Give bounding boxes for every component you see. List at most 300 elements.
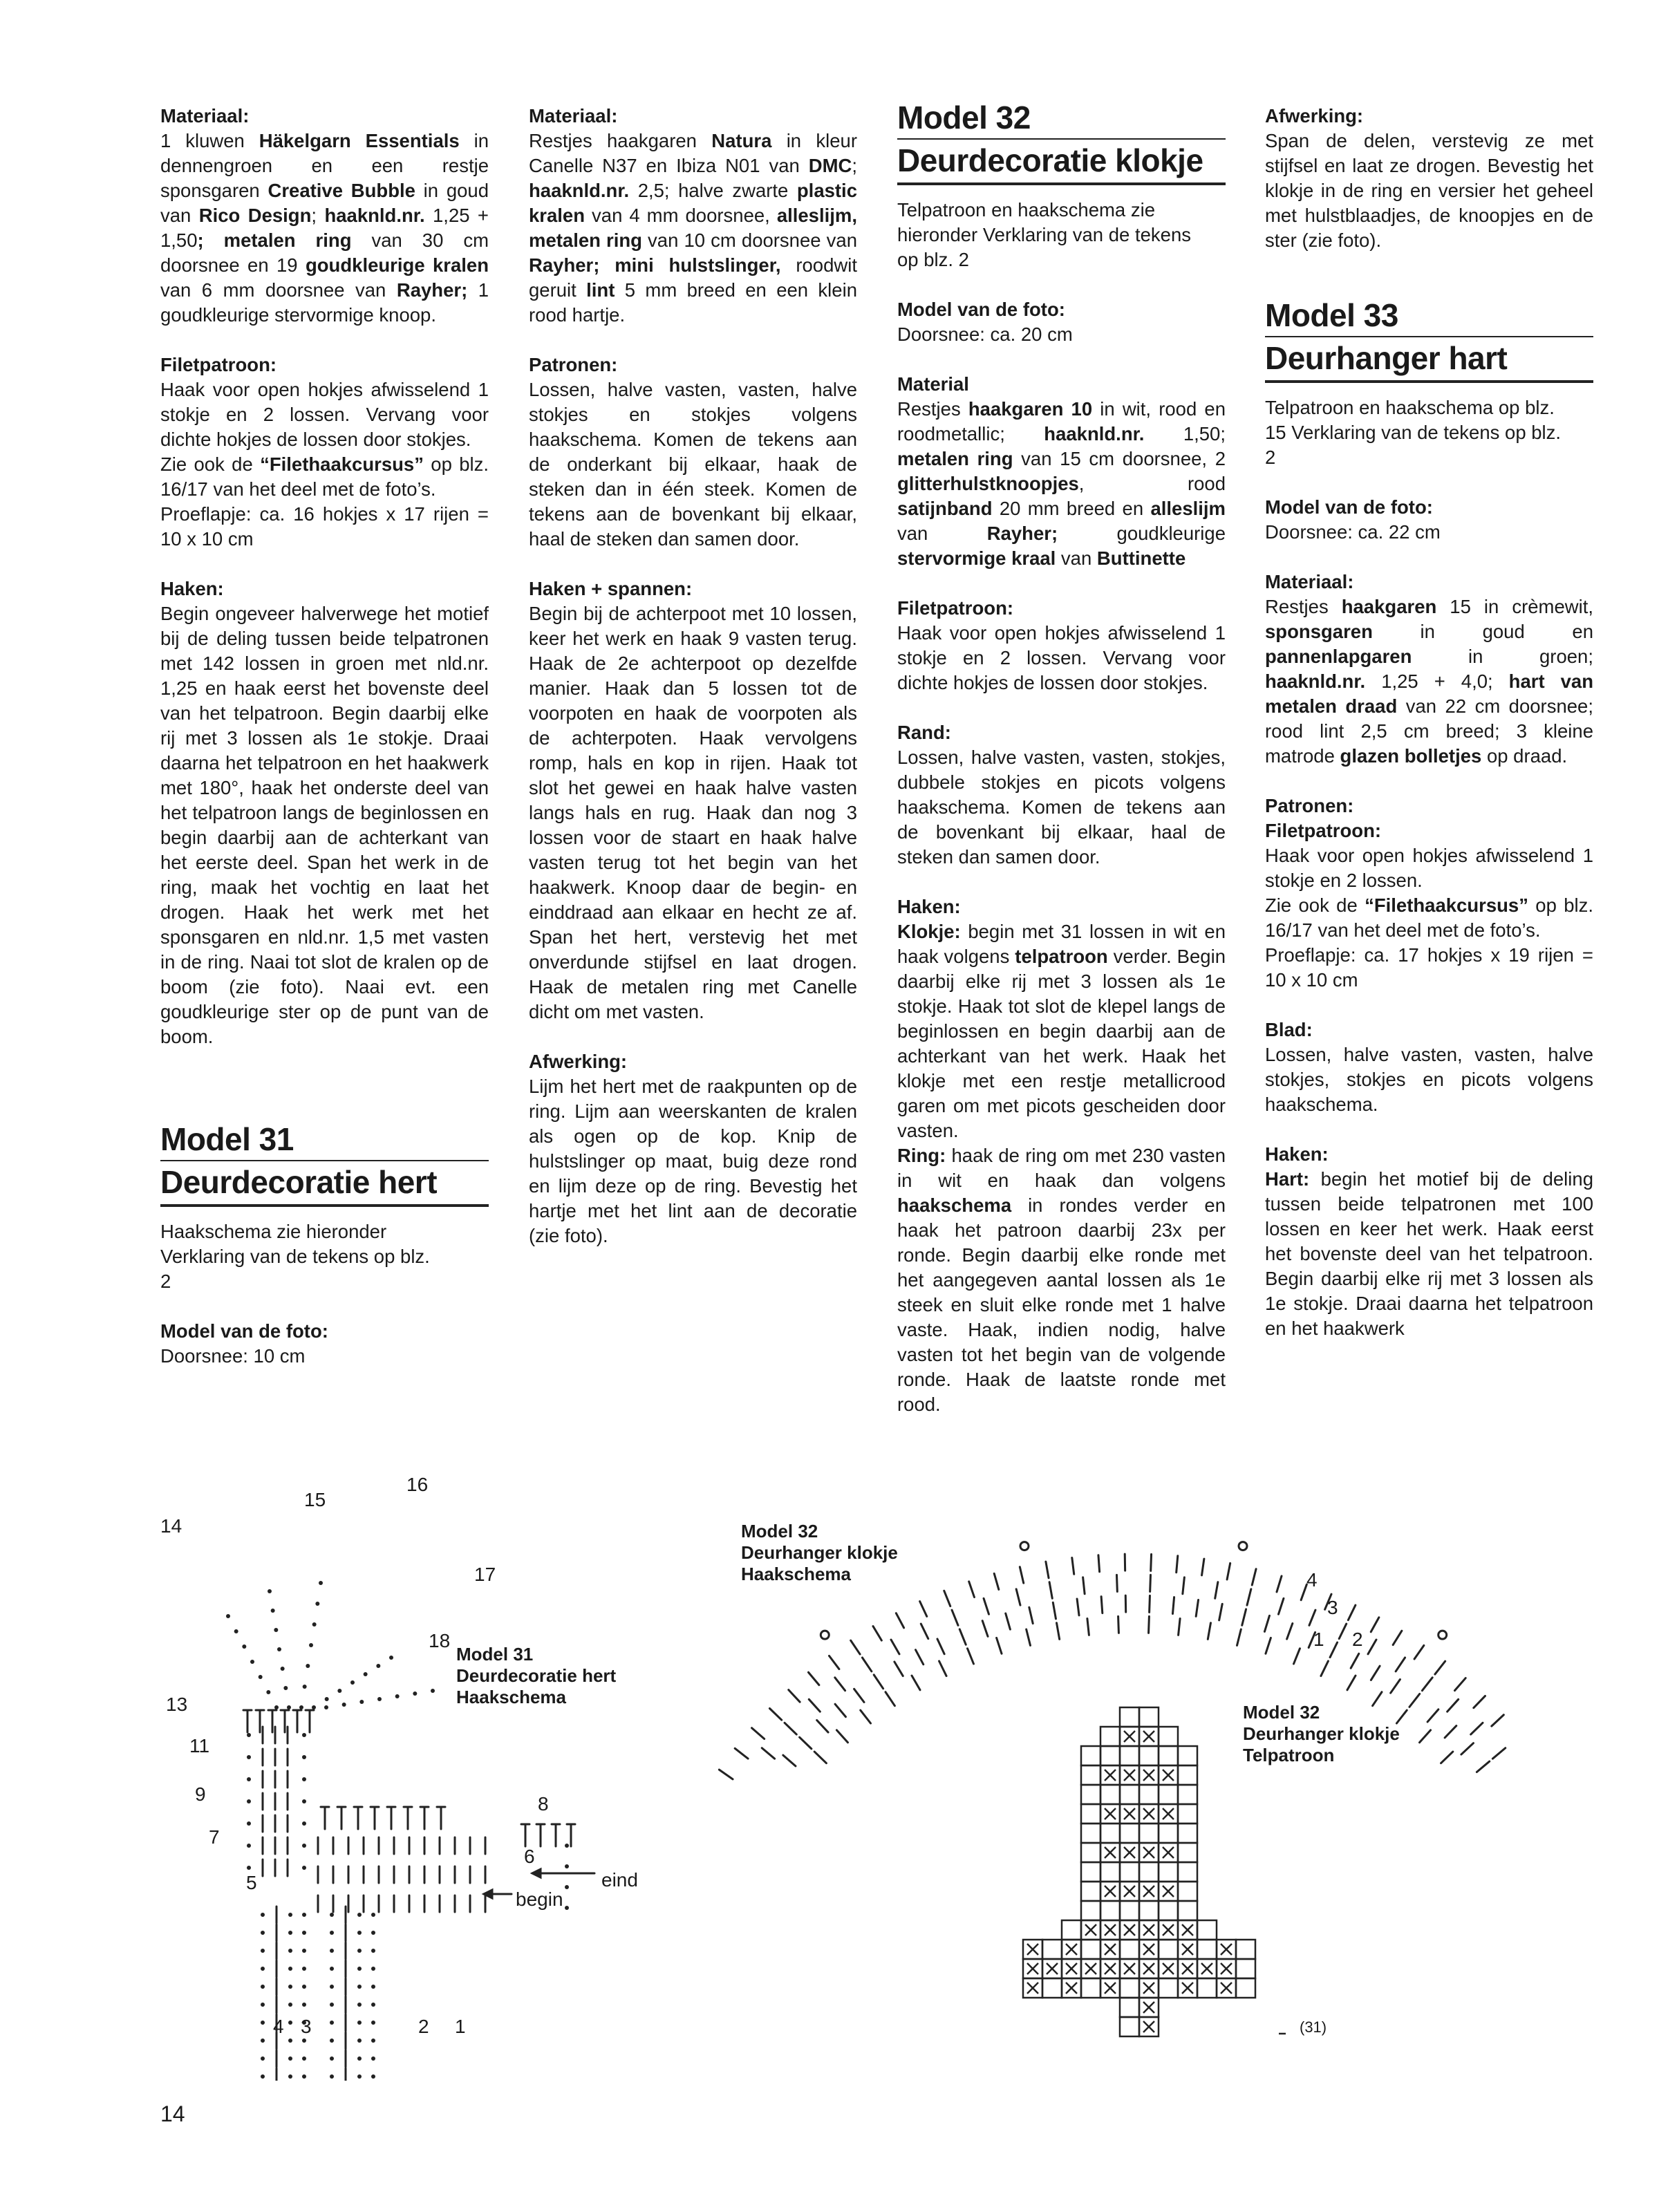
bell-filet-grid (1009, 1700, 1286, 2060)
border-stitch (854, 1689, 864, 1702)
antler-dot (303, 1685, 307, 1689)
border-stitch (1420, 1730, 1431, 1743)
border-stitch (1247, 1589, 1251, 1605)
grid-cell (1120, 1998, 1139, 2017)
border-stitch (997, 1638, 1002, 1653)
chain-dot (330, 2038, 334, 2043)
col2-haken-text: Begin bij de achterpoot met 10 lossen, keer het werk en haak 9 vasten terug. Haak de 2e achterpoot op dezelfde manier. Haak dan 5 lossen tot de voorpoten en haak de voorpoten als de achterpoten. Haak vervolgens romp, hals en kop in rijen. Haak tot slot het gewei en haak halve vasten langs hals en rug. Haak dan nog 3 lossen voor de staart en haak halve vasten terug tot het begin van het haakwerk. Knoop daar de begin- en einddraad aan elkaar en hecht ze af. Span het hert, verstevig het met onverdunde stijfsel en laat drogen. Haak de metalen ring met Canelle dicht om met vasten. (529, 603, 857, 1022)
chain-dot (261, 2003, 265, 2007)
grid-cell (1159, 1862, 1178, 1882)
model-31-subtitle: Haakschema zie hieronder Verklaring van de tekens op blz. 2 (160, 1221, 430, 1292)
border-stitch (968, 1649, 974, 1664)
chain-dot (371, 2003, 375, 2007)
deer-diagram-subtitle: Deurdecoratie hert (456, 1665, 617, 1686)
antler-dot (287, 1705, 291, 1709)
border-stitch (1183, 1577, 1185, 1594)
chain-dot (247, 1755, 251, 1759)
col2-afwerking-text: Lijm het hert met de raakpunten op de ring. Lijm aan weerskanten de kralen als ogen op de kop. Knip de hulstslinger op maat, buig deze rond en lijm deze op de ring. Bevestig het hartje met het lint aan de decoratie (zie foto). (529, 1076, 857, 1246)
border-stitch (1118, 1616, 1119, 1633)
grid-cell (1081, 1882, 1100, 1901)
chain-dot (247, 1844, 251, 1848)
deer-crochet-chart (138, 1459, 691, 2081)
bell-border-round-3: 3 (1327, 1597, 1338, 1618)
grid-cell (1139, 1901, 1159, 1920)
chain-dot (357, 1949, 362, 1953)
antler-dot (337, 1689, 341, 1693)
grid-cell (1081, 1978, 1100, 1998)
chain-dot (371, 1931, 375, 1935)
grid-cell (1197, 1940, 1217, 1959)
materiaal-text: 1 kluwen Häkelgarn Essentials in dennengroen en een restje sponsgaren Creative Bubble in goud van Rico Design; haaknld.nr. 1,25 + 1,50; metalen ring van 30 cm doorsnee en 19 goudkleurige kralen van 6 mm doorsnee van Rayher; 1 goudkleurige stervormige knoop. (160, 130, 489, 326)
model-31-foto-text: Doorsnee: 10 cm (160, 1345, 306, 1367)
grid-cell (1139, 1707, 1159, 1727)
picot-mark (1020, 1542, 1029, 1550)
grid-cell (1120, 2017, 1139, 2036)
model-31-foto-heading: Model van de foto: (160, 1320, 328, 1342)
border-stitch (894, 1662, 903, 1676)
border-stitch (1441, 1752, 1453, 1763)
border-stitch (817, 1721, 828, 1733)
grid-cell (1100, 1824, 1120, 1843)
border-stitch (1087, 1619, 1089, 1635)
grid-cell (1236, 1959, 1255, 1978)
chain-dot (357, 1931, 362, 1935)
model-32-filet (897, 596, 1226, 695)
border-stitch (1053, 1602, 1056, 1619)
border-stitch (1279, 1598, 1284, 1614)
border-stitch (1309, 1610, 1315, 1625)
grid-cell (1120, 1785, 1139, 1804)
antler-dot (312, 1622, 317, 1627)
grid-cell (1159, 1901, 1178, 1920)
border-stitch (1435, 1661, 1445, 1674)
deer-row-9: 9 (195, 1783, 206, 1805)
chain-dot (247, 1777, 251, 1781)
deer-row-8: 8 (538, 1793, 549, 1815)
chain-dot (288, 1985, 292, 1989)
chain-dot (302, 1821, 306, 1826)
grid-cell (1120, 1901, 1139, 1920)
border-stitch (836, 1730, 847, 1743)
haken-block (160, 577, 489, 1049)
border-stitch (944, 1591, 950, 1606)
materiaal-block (160, 104, 489, 328)
border-stitch (762, 1748, 774, 1759)
chain-dot (302, 1733, 306, 1737)
antler-dot (324, 1705, 328, 1709)
chain-dot (330, 1949, 334, 1953)
col2-patronen-text: Lossen, halve vasten, vasten, halve stokjes en stokjes volgens haakschema. Komen de tekens aan de onderkant bij elkaar, haak de steken dan in één steek. Komen de tekens aan de bovenkant bij elkaar, haal de steken dan samen door. (529, 379, 857, 550)
col4-afwerking (1265, 104, 1593, 253)
border-stitch (891, 1640, 899, 1654)
model-32-subtitle: Telpatroon en haakschema zie hieronder Verklaring van de tekens op blz. 2 (897, 199, 1191, 270)
grid-cell (1042, 1940, 1062, 1959)
border-stitch (783, 1755, 796, 1766)
model-33-filet-text-main: Haak voor open hokjes afwisselend 1 stokje en 2 lossen. (1265, 845, 1593, 891)
border-stitch (1347, 1676, 1356, 1690)
deer-diagram-title: Model 31 (456, 1644, 534, 1665)
grid-cell (1159, 1746, 1178, 1765)
bell-grid-subtitle: Deurhanger klokje (1243, 1723, 1400, 1744)
chain-dot (288, 2021, 292, 2025)
model-32-rand-text: Lossen, halve vasten, vasten, stokjes, dubbele stokjes en picots volgens haakschema. Komen de tekens aan de bovenkant bij elkaar, haal de steken dan samen door. (897, 747, 1226, 868)
chain-dot (565, 1864, 569, 1868)
border-stitch (1409, 1694, 1420, 1707)
bell-border-caption: Haakschema (741, 1564, 851, 1584)
chain-dot (247, 1733, 251, 1737)
chain-dot (371, 2038, 375, 2043)
border-stitch (1330, 1642, 1338, 1658)
border-stitch (862, 1658, 871, 1671)
chain-dot (302, 1931, 306, 1935)
picot-mark (821, 1631, 829, 1639)
grid-cell (1236, 1978, 1255, 1998)
border-stitch (1474, 1696, 1485, 1707)
model-32-number: Model 32 (897, 97, 1226, 140)
antler-dot (250, 1660, 254, 1664)
border-stitch (1179, 1619, 1181, 1635)
grid-cell (1120, 1978, 1139, 1998)
col2-materiaal-heading: Materiaal: (529, 105, 618, 126)
model-32-foto (897, 297, 1226, 347)
chain-dot (371, 1949, 375, 1953)
grid-cell (1120, 1940, 1139, 1959)
chain-dot (288, 1967, 292, 1971)
chain-dot (288, 1949, 292, 1953)
chain-dot (302, 1985, 306, 1989)
antler-dot (377, 1697, 382, 1701)
chain-dot (247, 1866, 251, 1870)
border-stitch (912, 1676, 920, 1690)
grid-cell (1159, 1978, 1178, 1998)
border-stitch (752, 1728, 765, 1739)
model-32-material-heading: Material (897, 373, 969, 395)
model-33-materiaal-heading: Materiaal: (1265, 571, 1354, 592)
deer-row-11: 11 (189, 1735, 210, 1756)
deer-col-4: 4 (273, 2016, 284, 2037)
border-stitch (1027, 1629, 1031, 1645)
chain-dot (288, 2074, 292, 2079)
chain-dot (302, 2074, 306, 2079)
border-stitch (1196, 1600, 1198, 1617)
bell-grid-caption: Telpatroon (1243, 1745, 1335, 1765)
model-33-blad-heading: Blad: (1265, 1019, 1313, 1040)
border-stitch (809, 1699, 820, 1712)
chain-dot (565, 1885, 569, 1889)
grid-cell (1120, 1746, 1139, 1765)
deer-row-5: 5 (246, 1872, 257, 1893)
page-number: 14 (160, 2101, 185, 2126)
chain-dot (357, 1985, 362, 1989)
border-stitch (1287, 1624, 1293, 1640)
antler-dot (389, 1656, 393, 1660)
column-4 (1265, 104, 1593, 1366)
border-stitch (861, 1710, 871, 1723)
border-stitch (1422, 1678, 1432, 1691)
antler-dot (268, 1589, 272, 1593)
border-stitch (719, 1770, 733, 1779)
border-stitch (1471, 1723, 1483, 1734)
deer-col-3: 3 (301, 2016, 312, 2037)
col2-patronen-block (529, 353, 857, 552)
chain-dot (357, 2038, 362, 2043)
column-1 (160, 104, 489, 1074)
border-stitch (1098, 1555, 1100, 1572)
chain-dot (261, 1913, 265, 1917)
grid-cell (1100, 1785, 1120, 1804)
chain-dot (302, 1844, 306, 1848)
model-31-foto (160, 1319, 489, 1369)
chain-dot (357, 2003, 362, 2007)
deer-begin-label: begin (516, 1888, 563, 1910)
grid-cell (1139, 1785, 1159, 1804)
border-stitch (916, 1650, 924, 1665)
model-33-patronen (1265, 794, 1593, 993)
model-33-foto (1265, 495, 1593, 545)
chain-dot (330, 2074, 334, 2079)
model-32-foto-heading: Model van de foto: (897, 299, 1065, 320)
model-33-blad (1265, 1018, 1593, 1117)
antler-dot (325, 1697, 329, 1701)
border-stitch (984, 1598, 988, 1614)
picot-mark (1239, 1542, 1247, 1550)
border-stitch (1177, 1556, 1178, 1573)
border-stitch (1371, 1618, 1379, 1632)
haken-heading: Haken: (160, 578, 224, 599)
col2-afwerking-heading: Afwerking: (529, 1051, 628, 1072)
grid-cell (1081, 1901, 1100, 1920)
chain-dot (261, 1985, 265, 1989)
antler-dot (319, 1581, 323, 1585)
border-stitch (969, 1582, 975, 1597)
border-stitch (874, 1675, 883, 1689)
grid-cell (1178, 1804, 1197, 1824)
chain-dot (330, 2003, 334, 2007)
chain-dot (261, 1931, 265, 1935)
border-stitch (1016, 1589, 1020, 1605)
chain-dot (357, 1967, 362, 1971)
antler-dot (342, 1703, 346, 1707)
border-stitch (1149, 1616, 1150, 1633)
model-33-haken (1265, 1142, 1593, 1341)
border-stitch (1101, 1597, 1103, 1613)
antler-dot (226, 1614, 230, 1618)
grid-cell (1100, 1862, 1120, 1882)
border-stitch (829, 1656, 838, 1669)
chain-dot (247, 1821, 251, 1826)
border-stitch (1029, 1607, 1033, 1623)
border-stitch (1083, 1577, 1085, 1594)
border-stitch (937, 1639, 944, 1654)
border-stitch (851, 1640, 860, 1654)
antler-dot (281, 1667, 285, 1671)
bell-border-round-1: 1 (1313, 1629, 1324, 1650)
chain-dot (565, 1906, 569, 1910)
model-33-materiaal (1265, 570, 1593, 769)
border-stitch (785, 1723, 796, 1734)
chain-dot (288, 2003, 292, 2007)
bell-border-round-4: 4 (1306, 1569, 1318, 1591)
model-31-block (160, 1118, 489, 1394)
chain-dot (565, 1844, 569, 1848)
grid-cell (1178, 1901, 1197, 1920)
border-stitch (1020, 1567, 1023, 1583)
col2-materiaal-text: Restjes haakgaren Natura in kleur Canelle N37 en Ibiza N01 van DMC; haaknld.nr. 2,5; halve zwarte plastic kralen van 4 mm doorsnee, alleslijm, metalen ring van 10 cm doorsnee van Rayher; mini hulstslinger, roodwit geruit lint 5 mm breed en een klein rood hartje. (529, 130, 858, 326)
grid-cell (1159, 1824, 1178, 1843)
model-33-foto-text: Doorsnee: ca. 22 cm (1265, 521, 1441, 543)
column-2 (529, 104, 857, 1273)
antler-dot (413, 1691, 417, 1696)
border-stitch (1393, 1631, 1402, 1644)
model-33-haken-heading: Haken: (1265, 1143, 1329, 1165)
chain-dot (371, 2056, 375, 2061)
border-stitch (1242, 1609, 1246, 1625)
chain-dot (357, 2056, 362, 2061)
grid-cell (1081, 1746, 1100, 1765)
deer-col-1: 1 (455, 2016, 466, 2037)
deer-diagram-caption: Haakschema (456, 1687, 566, 1707)
model-32-rand (897, 720, 1226, 870)
deer-row-14: 14 (160, 1515, 182, 1537)
chain-dot (357, 2074, 362, 2079)
border-stitch (1006, 1613, 1011, 1629)
haken-text: Begin ongeveer halverwege het motief bij de deling tussen beide telpatronen met 142 lossen in groen met nld.nr. 1,25 en haak eerst het bovenste deel van het telpatroon. Begin daarbij elke rij met 3 lossen als 1e stokje. Draai daarna het telpatroon en het haakwerk met 180°, haak het onderste deel van het telpatroon langs de beginlossen en begin daarbij aan de achterkant van het eerste deel. Span het werk in de ring, maak het vochtig en laat het drogen. Haak het werk met het sponsgaren en nld.nr. 1,5 met vasten in de ring. Naai tot slot de kralen op de boom (zie foto). Naai evt. een goudkleurige ster op de punt van de boom. (160, 603, 489, 1047)
filet-block (160, 353, 489, 552)
chain-dot (357, 2021, 362, 2025)
border-stitch (982, 1621, 988, 1637)
grid-cell (1081, 1940, 1100, 1959)
chain-dot (302, 1913, 306, 1917)
bell-border-round-2: 2 (1352, 1629, 1363, 1650)
border-stitch (1117, 1575, 1118, 1591)
deer-col-2: 2 (418, 2016, 429, 2037)
border-stitch (885, 1692, 894, 1706)
bell-border-title: Model 32 (741, 1521, 818, 1541)
antler-dot (395, 1694, 400, 1698)
border-stitch (1447, 1699, 1459, 1712)
model-33-name: Deurhanger hart (1265, 340, 1508, 376)
col2-haken-block (529, 577, 857, 1024)
chain-dot (302, 2056, 306, 2061)
border-stitch (1391, 1680, 1400, 1694)
model-31-number: Model 31 (160, 1118, 489, 1161)
model-31-title (160, 1118, 489, 1207)
border-stitch (789, 1690, 800, 1703)
col2-patronen-heading: Patronen: (529, 354, 618, 375)
col4-afwerking-heading: Afwerking: (1265, 105, 1364, 126)
col4-afwerking-text: Span de delen, verstevig ze met stijfsel en laat ze drogen. Bevestig het klokje in de ring en versier het geheel met hulstblaadjes, de knoopjes en de ster (zie foto). (1265, 130, 1593, 251)
chain-dot (302, 1777, 306, 1781)
border-stitch (1445, 1726, 1456, 1738)
grid-cell (1159, 1940, 1178, 1959)
chain-dot (302, 1799, 306, 1803)
border-stitch (1414, 1645, 1424, 1659)
col2-haken-heading: Haken + spannen: (529, 578, 693, 599)
border-stitch (1057, 1623, 1060, 1640)
antler-dot (364, 1672, 368, 1676)
materiaal-heading: Materiaal: (160, 105, 250, 126)
chain-dot (357, 1913, 362, 1917)
border-stitch (896, 1613, 903, 1628)
chain-dot (371, 2074, 375, 2079)
grid-cell (1081, 1862, 1100, 1882)
border-stitch (873, 1627, 881, 1641)
antler-dot (312, 1705, 316, 1709)
border-stitch (1150, 1575, 1151, 1591)
border-stitch (1202, 1559, 1204, 1575)
antler-dot (259, 1675, 263, 1679)
chain-dot (371, 1913, 375, 1917)
border-stitch (1492, 1715, 1504, 1726)
model-32-filet-heading: Filetpatroon: (897, 597, 1014, 619)
grid-cell (1139, 1746, 1159, 1765)
deer-row-17: 17 (474, 1564, 496, 1585)
chain-dot (261, 1967, 265, 1971)
border-stitch (1172, 1597, 1174, 1614)
antler-dot (274, 1705, 279, 1709)
border-stitch (735, 1748, 748, 1759)
antler-dot (309, 1643, 313, 1647)
border-stitch (1396, 1658, 1405, 1671)
antler-dot (315, 1602, 319, 1606)
grid-cell (1178, 1765, 1197, 1785)
grid-cell (1100, 1901, 1120, 1920)
antler-dot (431, 1689, 435, 1693)
model-32-foto-text: Doorsnee: ca. 20 cm (897, 324, 1073, 345)
grid-cell (1120, 1824, 1139, 1843)
deer-eind-label: eind (601, 1869, 638, 1891)
grid-cell (1100, 1727, 1120, 1746)
chain-dot (371, 1967, 375, 1971)
border-stitch (835, 1704, 845, 1716)
antler-dot (299, 1705, 303, 1709)
picot-mark (1438, 1631, 1447, 1639)
border-stitch (814, 1752, 826, 1763)
filet-text: Haak voor open hokjes afwisselend 1 stokje en 2 lossen. Vervang voor dichte hokjes de lossen door stokjes. Zie ook de “Filethaakcursus” op blz. 16/17 van het deel met de foto’s. Proeflapje: ca. 16 hokjes x 17 rijen = 10 x 10 cm (160, 379, 489, 550)
chain-dot (330, 1931, 334, 1935)
antler-dot (376, 1664, 380, 1668)
model-33-patronen-heading: Patronen: (1265, 795, 1354, 816)
grid-cell (1081, 1765, 1100, 1785)
antler-dot (306, 1664, 310, 1668)
border-stitch (1266, 1638, 1271, 1653)
col2-afwerking-block (529, 1049, 857, 1248)
model-32-rand-heading: Rand: (897, 722, 951, 743)
border-stitch (1215, 1582, 1218, 1599)
chain-dot (302, 2003, 306, 2007)
chain-dot (288, 1931, 292, 1935)
bell-grid-title: Model 32 (1243, 1702, 1320, 1723)
grid-cell (1081, 1824, 1100, 1843)
grid-cell (1081, 1804, 1100, 1824)
chain-dot (302, 1866, 306, 1870)
model-33-materiaal-text: Restjes haakgaren 15 in crèmewit, sponsgaren in goud en pannenlapgaren in groen; haaknld.nr. 1,25 + 4,0; hart van metalen draad van 22 cm doorsnee; rood lint 2,5 cm breed; 3 kleine matrode glazen bolletjes op draad. (1265, 596, 1593, 767)
border-stitch (800, 1737, 812, 1749)
chain-dot (288, 2038, 292, 2043)
chain-dot (261, 1949, 265, 1953)
model-32-haken-heading: Haken: (897, 896, 961, 917)
model-32-name: Deurdecoratie klokje (897, 142, 1203, 178)
antler-dot (283, 1686, 288, 1690)
chain-dot (302, 1755, 306, 1759)
model-32-material (897, 372, 1226, 571)
model-33-haken-text: Hart: begin het motief bij de deling tussen beide telpatronen met 100 lossen en keer het werk. Haak eerst het bovenste deel van het telpatroon. Begin daarbij elke rij met 3 lossen als 1e stokje. Draai daarna het telpatroon en het haakwerk (1265, 1168, 1593, 1339)
border-stitch (1461, 1743, 1474, 1754)
chain-dot (261, 2074, 265, 2079)
chain-dot (261, 2056, 265, 2061)
chain-dot (330, 1985, 334, 1989)
grid-cell (1178, 1882, 1197, 1901)
